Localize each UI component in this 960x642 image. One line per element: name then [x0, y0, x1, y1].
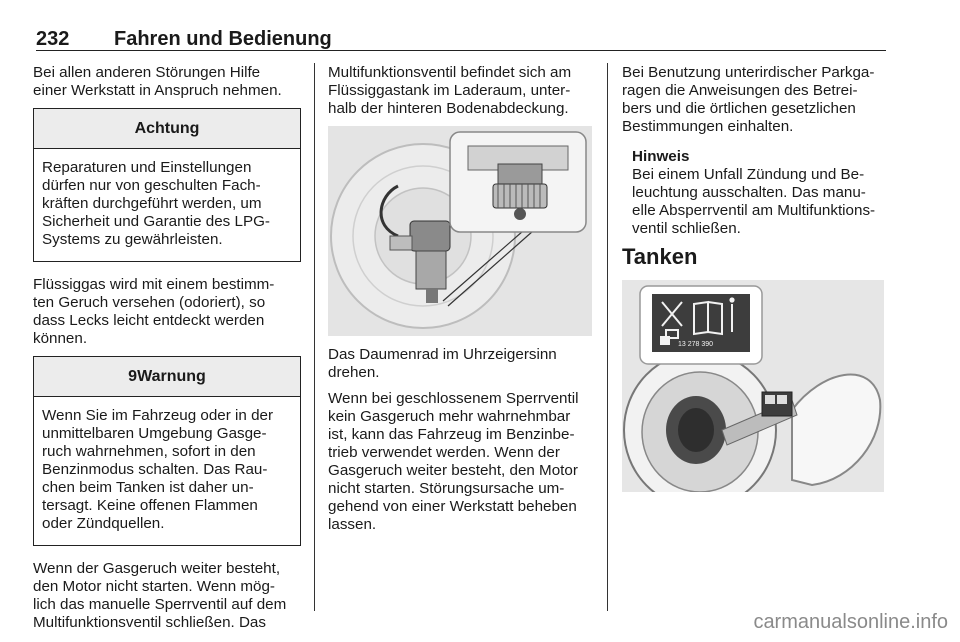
column-3: [622, 64, 886, 492]
fuel-flap-svg: [622, 280, 884, 492]
label-number: 13 278 390: [678, 341, 714, 348]
chapter-title: Fahren und Bedienung: [114, 28, 332, 50]
column-divider: [314, 63, 315, 611]
watermark: carmanualsonline.info: [753, 611, 948, 633]
warning-text: Wenn Sie im Fahrzeug oder in der unmittelbaren Umgebung Gasge- ruch wahrnehmen, sofort in den Benzinmodus schalten. Das Rau- chen beim Tanken ist daher un- tersagt. Keine offenen Flammen oder Zündquellen.: [42, 407, 274, 532]
parking-garage-paragraph: Bei Benutzung unterirdischer Parkga- ragen die Anweisungen des Betrei- bers und die örtlichen gesetzlichen Bestimmungen einhalten.: [622, 64, 875, 135]
valve-location-paragraph: Multifunktionsventil befindet sich am Flüssiggastank im Laderaum, unter- halb der hinteren Bodenabdeckung.: [328, 64, 572, 117]
warning-icon: 9: [128, 368, 138, 385]
odor-paragraph: Flüssiggas wird mit einem bestimm- ten Geruch versehen (odoriert), so dass Lecks leicht entdeckt werden können.: [33, 276, 275, 347]
warning-title: 9Warnung: [34, 357, 300, 397]
page-number: 232: [36, 28, 70, 50]
gas-odor-paragraph: Wenn der Gasgeruch weiter besteht, den Motor nicht starten. Wenn mög- lich das manuelle Sperrventil auf dem Multifunktionsventil schließen. Das: [33, 560, 287, 631]
intro-paragraph: Bei allen anderen Störungen Hilfe einer Werkstatt in Anspruch nehmen.: [33, 64, 282, 99]
fuel-flap-illustration: [622, 280, 884, 492]
valve-illustration-svg: [328, 126, 592, 336]
caution-title: Achtung: [34, 109, 300, 149]
note-block: Hinweis Bei einem Unfall Zündung und Be- leuchtung ausschalten. Das manu- elle Absperrventil am Multifunktions- ventil schließen.: [622, 148, 886, 238]
column-2: [328, 64, 592, 542]
warning-box: [33, 356, 301, 546]
header-rule: [36, 50, 886, 51]
section-title-tanken: Tanken: [622, 244, 698, 269]
column-1: [33, 64, 301, 640]
caution-box: [33, 108, 301, 262]
column-divider: [607, 63, 608, 611]
caution-text: Reparaturen und Einstellungen dürfen nur von geschulten Fach- kräften durchgeführt werden, um Sicherheit und Garantie des LPG- Systems zu gewährleisten.: [42, 159, 270, 248]
page-header: [36, 28, 886, 52]
closed-valve-paragraph: Wenn bei geschlossenem Sperrventil kein Gasgeruch mehr wahrnehmbar ist, kann das Fahrzeug im Benzinbe- trieb verwendet werden. Wenn der Gasgeruch weiter besteht, den Motor nicht starten. Störungsursache um- gehend von einer Werkstatt beheben lassen.: [328, 390, 579, 533]
note-title: Hinweis: [632, 148, 690, 165]
figure-caption: Das Daumenrad im Uhrzeigersinn drehen.: [328, 346, 557, 381]
valve-illustration: [328, 126, 592, 336]
